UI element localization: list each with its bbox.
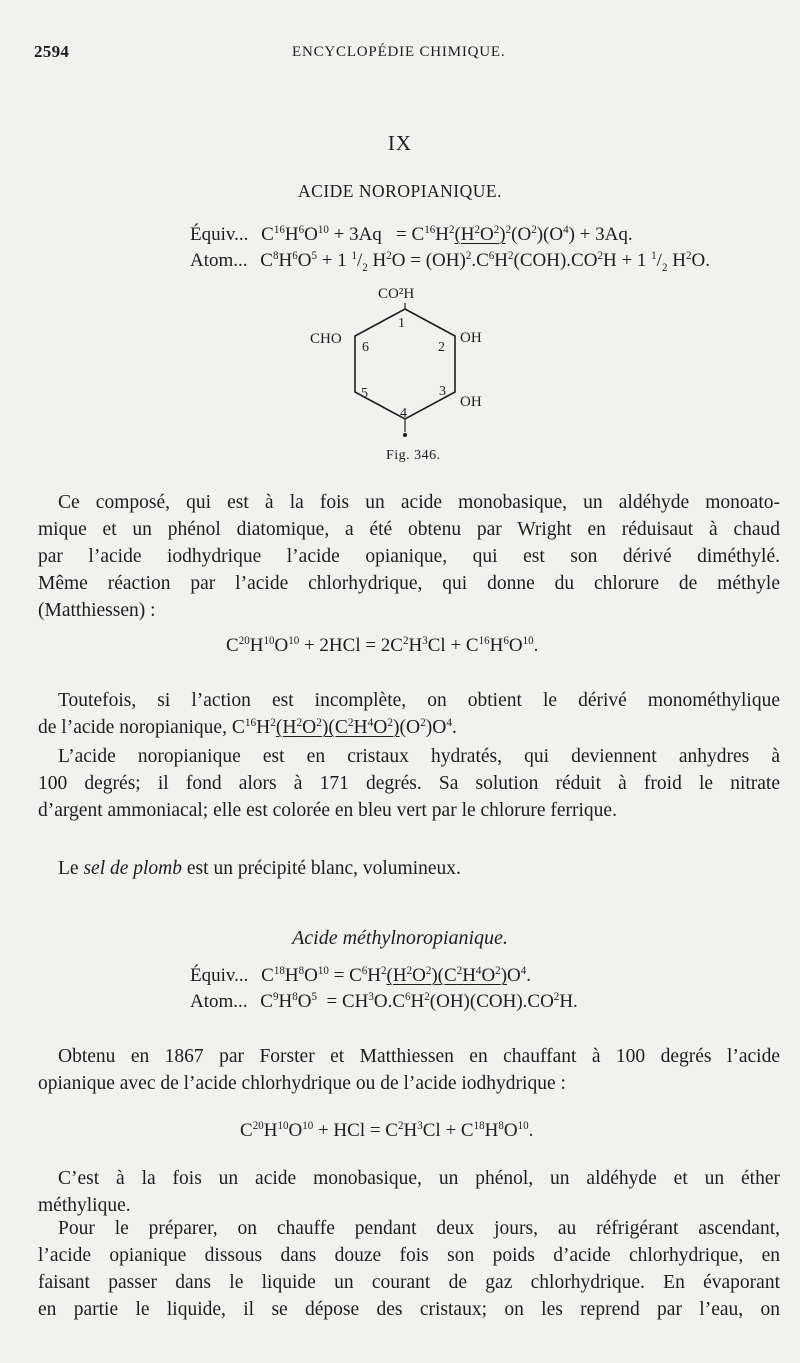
equation-hcl: $C^{20}H^{10}O^{10}$ + HCl = $C^2H^3Cl + C^{18}H^8O^{10}$. (240, 1120, 534, 1141)
co2h-group: CO²H (378, 286, 415, 302)
ring-position-4: 4 (400, 406, 407, 421)
section-title: ACIDE NOROPIANIQUE. (298, 181, 502, 201)
ring-position-5: 5 (361, 386, 368, 401)
ring-position-1: 1 (398, 316, 405, 331)
oh-group-2: OH (460, 330, 482, 346)
italic-term: sel de plomb (83, 858, 183, 879)
paragraph-nature (38, 1165, 780, 1219)
text-line: Toutefois, si l’action est incomplète, on obtient le dérivé monométhylique (58, 690, 780, 711)
running-title: ENCYCLOPÉDIE CHIMIQUE. (292, 44, 506, 60)
text-line: Ce composé, qui est à la fois un acide monobasique, un aldéhyde monoato- (58, 492, 780, 513)
subsection-title: Acide méthylnoropianique. (292, 927, 508, 949)
text-line: d’argent ammoniacal; elle est colorée en bleu vert par le chlorure ferrique. (38, 800, 617, 821)
benzene-ring-diagram (300, 282, 530, 472)
ring-position-2: 2 (438, 340, 445, 355)
atom-label: Atom... (190, 991, 248, 1012)
ring-position-6: 6 (362, 340, 369, 355)
paragraph-properties (38, 743, 780, 824)
cho-group: CHO (310, 331, 342, 347)
text-line: L’acide noropianique est en cristaux hydratés, qui deviennent anhydres à (58, 746, 780, 767)
text-line: mique et un phénol diatomique, a été obtenu par Wright en réduisaut à chaud (38, 519, 780, 540)
ring-position-3: 3 (439, 384, 446, 399)
text-line: Pour le préparer, on chauffe pendant deux jours, au réfrigérant ascendant, (58, 1218, 780, 1239)
text-line: (Matthiessen) : (38, 600, 156, 621)
equation-chlorhydric: $C^{20}H^{10}O^{10} + 2HCl = 2C^2H^3Cl + C^{16}H^6O^{10}$. (226, 635, 539, 656)
text-line: Obtenu en 1867 par Forster et Matthiessen en chauffant à 100 degrés l’acide (58, 1046, 780, 1067)
atom-label: Atom... (190, 250, 248, 271)
text-line: l’acide opianique dissous dans douze fois son poids d’acide chlorhydrique, en (38, 1245, 780, 1266)
figure-caption: Fig. 346. (386, 448, 441, 463)
text-fragment: de l’acide noropianique, (38, 717, 227, 738)
oh-group-3: OH (460, 394, 482, 410)
text-line: 100 degrés; il fond alors à 171 degrés. Sa solution réduit à froid le nitrate (38, 773, 780, 794)
equiv-label: Équiv... (190, 224, 249, 245)
paragraph-preparation-history (38, 1043, 780, 1097)
paragraph-lead-salt (38, 855, 780, 882)
text-line: opianique avec de l’acide chlorhydrique ou de l’acide iodhydrique : (38, 1073, 566, 1094)
paragraph-origin (38, 489, 780, 624)
text-line: de l’acide noropianique, $C^{16}H^2(H^2O^2)(C^2H^4O^2)(O^2)O^4$. (38, 717, 457, 738)
text-line: faisant passer dans le liquide un courant de gaz chlorhydrique. En évaporant (38, 1272, 780, 1293)
equiv-label: Équiv... (190, 965, 249, 986)
section-number: IX (387, 131, 413, 155)
text-line: C’est à la fois un acide monobasique, un phénol, un aldéhyde et un éther (58, 1168, 780, 1189)
structural-formula (300, 282, 530, 472)
atom-formula-noropianique: Atom... $C^8H^6O^5 + 1$ $^1/_2$ $H^2O = (OH)^2.C^6H^2(COH).CO^2H + 1$ $^1/_2$ $H^2O$. (190, 250, 710, 274)
equiv-formula-noropianique: Équiv... $C^{16}H^6O^{10} + 3Aq = C^{16}H^2(H^2O^2)^2(O^2)(O^4) + 3Aq$. (190, 224, 633, 245)
text-line: en partie le liquide, il se dépose des cristaux; on les reprend par l’eau, on (38, 1299, 780, 1320)
text-line: méthylique. (38, 1195, 131, 1216)
text-line: par l’acide iodhydrique l’acide opianique, qui est son dérivé diméthylé. (38, 546, 780, 567)
text-line: Le sel de plomb est un précipité blanc, volumineux. (58, 858, 461, 879)
atom-formula-methylnoropianique: Atom... $C^9H^8O^5 = CH^3O.C^6H^2(OH)(COH).CO^2H$. (190, 991, 578, 1012)
paragraph-monomethyl (38, 687, 780, 741)
paragraph-preparation-method (38, 1215, 780, 1323)
page-number: 2594 (34, 42, 70, 61)
equiv-formula-methylnoropianique: Équiv... $C^{18}H^8O^{10} = C^6H^2(H^2O^2)(C^2H^4O^2)O^4$. (190, 965, 532, 986)
text-line: Même réaction par l’acide chlorhydrique, qui donne du chlorure de méthyle (38, 573, 780, 594)
